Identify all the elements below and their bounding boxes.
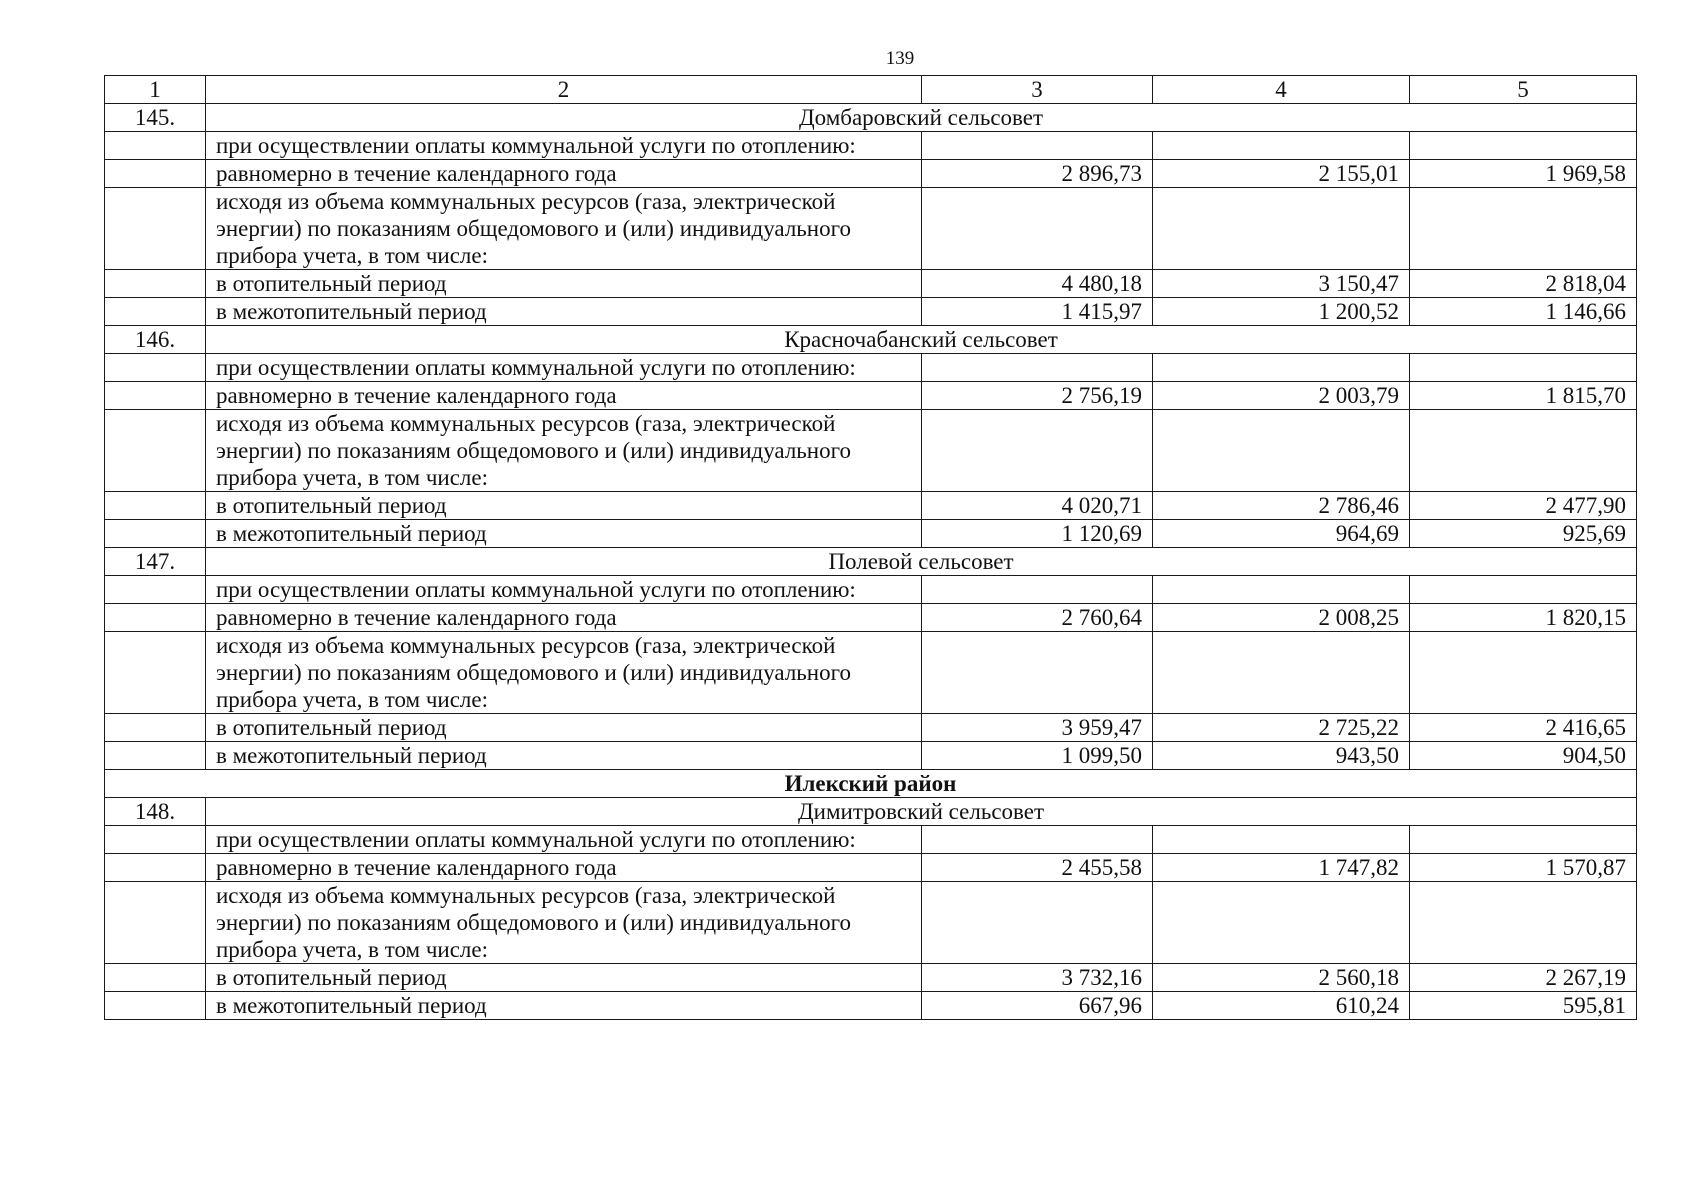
row-number-empty — [105, 854, 206, 882]
value-col-4: 2 725,22 — [1153, 714, 1410, 742]
value-col-5 — [1410, 132, 1637, 160]
table-row — [105, 854, 1637, 882]
row-label: в отопительный период — [206, 492, 922, 520]
table-row — [105, 826, 1637, 854]
value-col-5 — [1410, 410, 1637, 492]
district-title: Илекский район — [105, 770, 1637, 798]
value-col-5 — [1410, 188, 1637, 270]
value-col-4: 1 747,82 — [1153, 854, 1410, 882]
value-col-4: 943,50 — [1153, 742, 1410, 770]
value-col-4: 1 200,52 — [1153, 298, 1410, 326]
value-col-3 — [922, 410, 1153, 492]
row-label: в отопительный период — [206, 714, 922, 742]
settlement-title: Домбаровский сельсовет — [206, 104, 1637, 132]
settlement-title: Димитровский сельсовет — [206, 798, 1637, 826]
row-number-empty — [105, 132, 206, 160]
value-col-4: 2 560,18 — [1153, 964, 1410, 992]
settlement-title: Красночабанский сельсовет — [206, 326, 1637, 354]
row-number-empty — [105, 270, 206, 298]
row-label: равномерно в течение календарного года — [206, 382, 922, 410]
column-header-1: 1 — [105, 76, 206, 104]
value-col-4 — [1153, 354, 1410, 382]
column-header-3: 3 — [922, 76, 1153, 104]
value-col-3: 4 480,18 — [922, 270, 1153, 298]
value-col-4: 2 155,01 — [1153, 160, 1410, 188]
value-col-4 — [1153, 132, 1410, 160]
value-col-3: 4 020,71 — [922, 492, 1153, 520]
district-row — [105, 770, 1637, 798]
value-col-3: 2 760,64 — [922, 604, 1153, 632]
table-row — [105, 632, 1637, 714]
value-col-4 — [1153, 410, 1410, 492]
value-col-3: 3 959,47 — [922, 714, 1153, 742]
column-header-4: 4 — [1153, 76, 1410, 104]
value-col-3: 1 099,50 — [922, 742, 1153, 770]
value-col-5: 2 477,90 — [1410, 492, 1637, 520]
value-col-5: 2 267,19 — [1410, 964, 1637, 992]
value-col-3: 3 732,16 — [922, 964, 1153, 992]
row-label: при осуществлении оплаты коммунальной услуги по отоплению: — [206, 354, 922, 382]
value-col-5: 2 416,65 — [1410, 714, 1637, 742]
value-col-3: 1 120,69 — [922, 520, 1153, 548]
row-number-empty — [105, 410, 206, 492]
value-col-5 — [1410, 576, 1637, 604]
column-header-5: 5 — [1410, 76, 1637, 104]
row-label: исходя из объема коммунальных ресурсов (газа, электрической энергии) по показаниям общедомового и (или) индивидуального прибора учета, в том числе: — [206, 188, 922, 270]
table-row — [105, 714, 1637, 742]
value-col-5 — [1410, 826, 1637, 854]
settlement-header-row — [105, 548, 1637, 576]
value-col-3 — [922, 576, 1153, 604]
value-col-5: 2 818,04 — [1410, 270, 1637, 298]
value-col-5: 1 570,87 — [1410, 854, 1637, 882]
value-col-4: 2 008,25 — [1153, 604, 1410, 632]
row-label: равномерно в течение календарного года — [206, 854, 922, 882]
value-col-4 — [1153, 882, 1410, 964]
table-row — [105, 354, 1637, 382]
row-label: в отопительный период — [206, 270, 922, 298]
column-header-row — [105, 76, 1637, 104]
row-label: равномерно в течение календарного года — [206, 160, 922, 188]
table-row — [105, 520, 1637, 548]
row-number-empty — [105, 632, 206, 714]
row-number: 145. — [105, 104, 206, 132]
value-col-5: 1 146,66 — [1410, 298, 1637, 326]
row-number-empty — [105, 354, 206, 382]
value-col-3: 2 896,73 — [922, 160, 1153, 188]
row-number-empty — [105, 160, 206, 188]
settlement-header-row — [105, 104, 1637, 132]
row-number-empty — [105, 492, 206, 520]
row-number-empty — [105, 714, 206, 742]
row-number-empty — [105, 964, 206, 992]
value-col-3: 2 455,58 — [922, 854, 1153, 882]
row-label: исходя из объема коммунальных ресурсов (газа, электрической энергии) по показаниям общедомового и (или) индивидуального прибора учета, в том числе: — [206, 410, 922, 492]
settlement-title: Полевой сельсовет — [206, 548, 1637, 576]
row-number-empty — [105, 382, 206, 410]
settlement-header-row — [105, 326, 1637, 354]
page-number: 139 — [885, 48, 915, 69]
table-row — [105, 992, 1637, 1020]
column-header-2: 2 — [206, 76, 922, 104]
value-col-5: 904,50 — [1410, 742, 1637, 770]
row-number-empty — [105, 604, 206, 632]
value-col-5: 1 815,70 — [1410, 382, 1637, 410]
tariff-table — [104, 75, 1637, 1020]
row-number-empty — [105, 298, 206, 326]
row-number-empty — [105, 520, 206, 548]
value-col-3: 1 415,97 — [922, 298, 1153, 326]
value-col-3 — [922, 882, 1153, 964]
table-row — [105, 964, 1637, 992]
value-col-5: 1 969,58 — [1410, 160, 1637, 188]
row-number-empty — [105, 992, 206, 1020]
table-row — [105, 298, 1637, 326]
row-number-empty — [105, 188, 206, 270]
value-col-4: 2 786,46 — [1153, 492, 1410, 520]
value-col-4: 964,69 — [1153, 520, 1410, 548]
row-label: при осуществлении оплаты коммунальной услуги по отоплению: — [206, 576, 922, 604]
row-number-empty — [105, 576, 206, 604]
value-col-5: 1 820,15 — [1410, 604, 1637, 632]
table-row — [105, 604, 1637, 632]
value-col-4 — [1153, 576, 1410, 604]
table-row — [105, 160, 1637, 188]
table-row — [105, 132, 1637, 160]
table-row — [105, 742, 1637, 770]
value-col-4: 3 150,47 — [1153, 270, 1410, 298]
value-col-5: 925,69 — [1410, 520, 1637, 548]
table-row — [105, 188, 1637, 270]
table-body — [105, 76, 1637, 1020]
value-col-3 — [922, 188, 1153, 270]
table-row — [105, 270, 1637, 298]
value-col-5 — [1410, 354, 1637, 382]
table-row — [105, 882, 1637, 964]
value-col-5 — [1410, 632, 1637, 714]
row-label: в межотопительный период — [206, 742, 922, 770]
row-number-empty — [105, 742, 206, 770]
row-label: исходя из объема коммунальных ресурсов (газа, электрической энергии) по показаниям общедомового и (или) индивидуального прибора учета, в том числе: — [206, 632, 922, 714]
row-number: 147. — [105, 548, 206, 576]
value-col-3 — [922, 826, 1153, 854]
row-number: 146. — [105, 326, 206, 354]
table-row — [105, 410, 1637, 492]
row-label: в отопительный период — [206, 964, 922, 992]
value-col-3: 667,96 — [922, 992, 1153, 1020]
value-col-3 — [922, 632, 1153, 714]
value-col-4: 610,24 — [1153, 992, 1410, 1020]
value-col-4 — [1153, 632, 1410, 714]
value-col-3: 2 756,19 — [922, 382, 1153, 410]
row-label: в межотопительный период — [206, 992, 922, 1020]
row-label: при осуществлении оплаты коммунальной услуги по отоплению: — [206, 132, 922, 160]
table-row — [105, 492, 1637, 520]
row-number-empty — [105, 882, 206, 964]
row-label: в межотопительный период — [206, 520, 922, 548]
value-col-4 — [1153, 188, 1410, 270]
row-label: в межотопительный период — [206, 298, 922, 326]
value-col-3 — [922, 132, 1153, 160]
row-label: при осуществлении оплаты коммунальной услуги по отоплению: — [206, 826, 922, 854]
row-number: 148. — [105, 798, 206, 826]
value-col-5 — [1410, 882, 1637, 964]
settlement-header-row — [105, 798, 1637, 826]
value-col-4 — [1153, 826, 1410, 854]
value-col-5: 595,81 — [1410, 992, 1637, 1020]
row-label: исходя из объема коммунальных ресурсов (газа, электрической энергии) по показаниям общедомового и (или) индивидуального прибора учета, в том числе: — [206, 882, 922, 964]
row-number-empty — [105, 826, 206, 854]
value-col-3 — [922, 354, 1153, 382]
table-row — [105, 576, 1637, 604]
table-row — [105, 382, 1637, 410]
row-label: равномерно в течение календарного года — [206, 604, 922, 632]
value-col-4: 2 003,79 — [1153, 382, 1410, 410]
